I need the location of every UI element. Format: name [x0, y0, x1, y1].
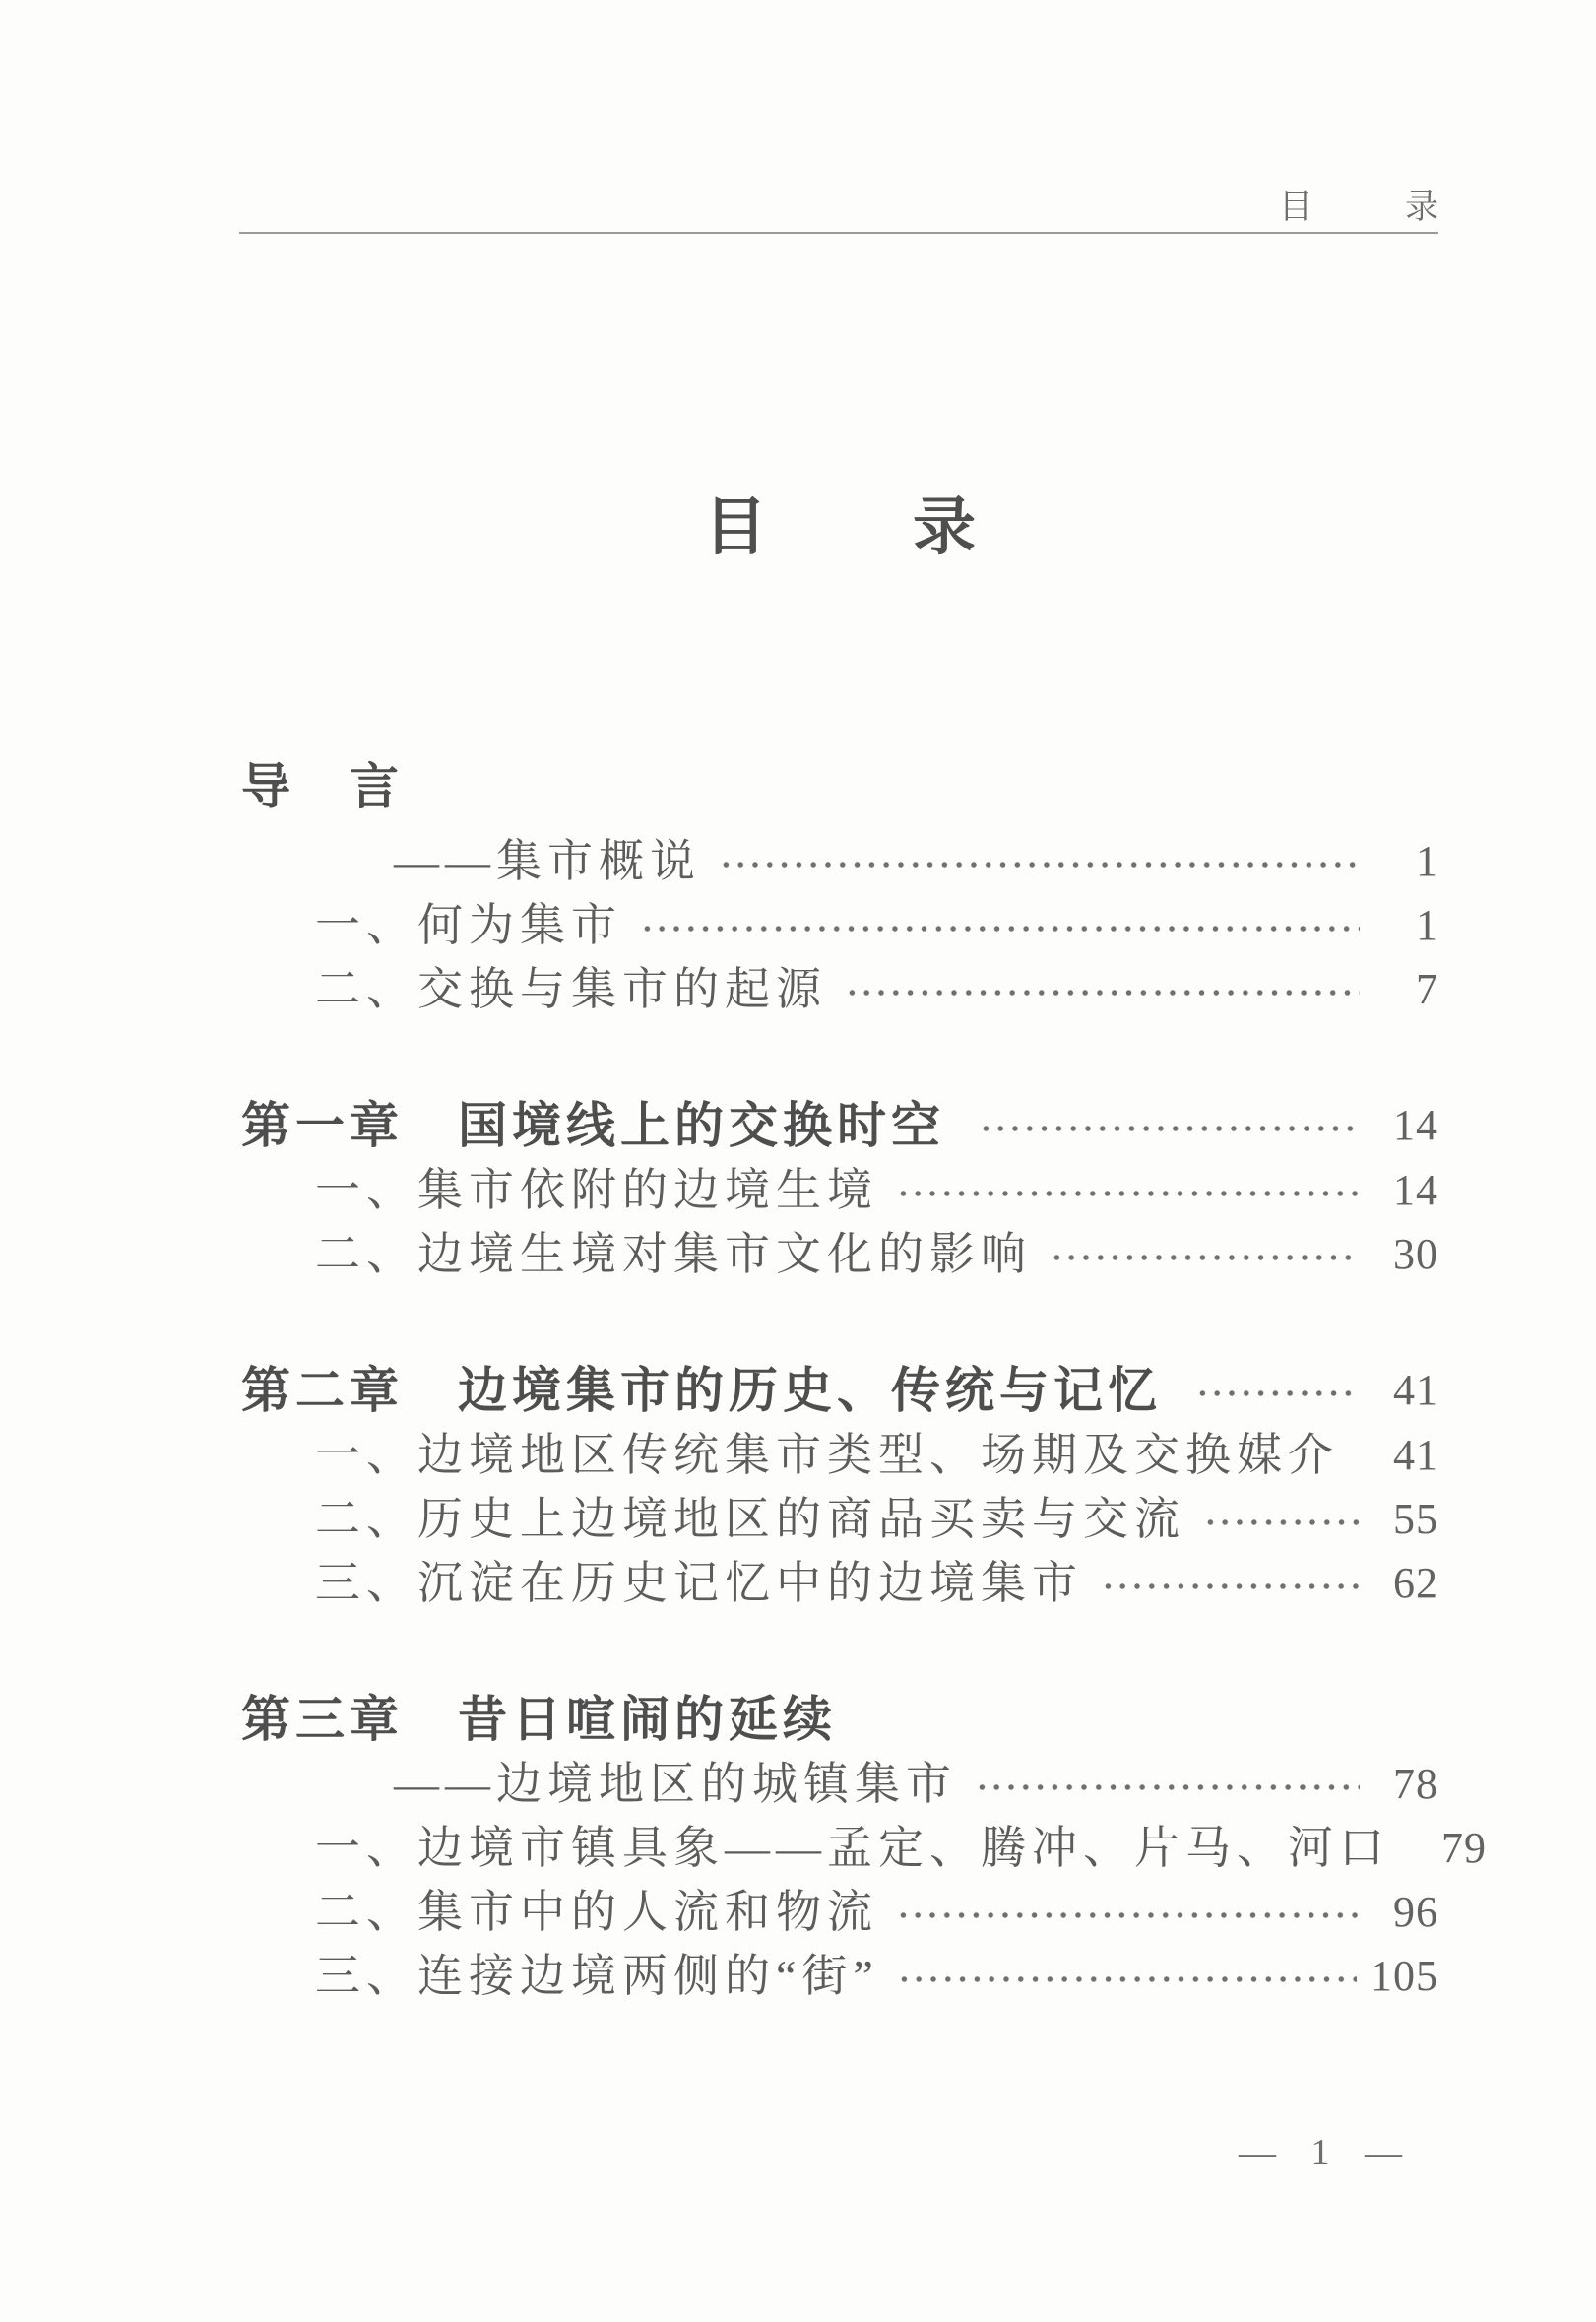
toc-entry	[394, 836, 1438, 886]
toc-entry	[315, 900, 1438, 950]
intro-heading-row	[241, 760, 1438, 813]
toc-entry-label: 一、集市依附的边境生境	[315, 1165, 878, 1215]
toc-entry	[315, 964, 1438, 1014]
toc-entry-label: ——集市概说	[394, 836, 701, 886]
toc-entry-page-number: 14	[1393, 1101, 1438, 1149]
toc-entry-page-number: 1	[1416, 837, 1438, 885]
dot-leader	[896, 1171, 1360, 1216]
chapter-heading: 第二章 边境集市的历史、传统与记忆	[241, 1362, 1162, 1419]
toc-entry-label: 二、历史上边境地区的商品买卖与交流	[315, 1494, 1185, 1544]
toc-entry-page-number: 14	[1393, 1166, 1438, 1214]
toc-entry-page-number: 41	[1393, 1431, 1438, 1479]
toc-section	[241, 1691, 1487, 2001]
page-footer	[1239, 2131, 1404, 2174]
table-of-contents	[241, 758, 1487, 2018]
chapter-heading: 第三章 昔日喧闹的延续	[241, 1691, 837, 1748]
toc-entry-page-number: 7	[1416, 965, 1438, 1013]
dot-leader	[719, 842, 1360, 887]
dot-leader	[1050, 1235, 1360, 1280]
toc-entry-label: 二、集市中的人流和物流	[315, 1887, 878, 1937]
toc-entry-page-number: 62	[1393, 1559, 1438, 1607]
dot-leader	[1203, 1500, 1360, 1545]
toc-entry	[315, 1430, 1438, 1480]
toc-entry-label: ——边境地区的城镇集市	[394, 1759, 957, 1809]
toc-entry-label: 三、连接边境两侧的“街”	[315, 1951, 879, 2001]
toc-entry-page-number: 55	[1393, 1495, 1438, 1543]
toc-entry-page-number: 96	[1393, 1888, 1438, 1936]
dot-leader	[1195, 1371, 1360, 1416]
toc-entry-page-number: 79	[1441, 1824, 1487, 1872]
intro-heading: 导 言	[241, 758, 404, 815]
running-header-title: 目 录	[1279, 189, 1468, 226]
toc-entry-label: 一、何为集市	[315, 900, 622, 950]
chapter-heading-row	[241, 1693, 1438, 1746]
dot-leader	[640, 906, 1360, 951]
dot-leader	[845, 970, 1360, 1015]
toc-entry-page-number: 78	[1393, 1760, 1438, 1808]
dot-leader	[897, 1957, 1357, 2002]
page-title: 目 录	[704, 492, 1017, 562]
toc-entry-page-number: 1	[1416, 901, 1438, 949]
toc-entry	[394, 1759, 1438, 1809]
dot-leader	[896, 1893, 1360, 1938]
toc-entry	[315, 1494, 1438, 1544]
dot-leader	[1357, 1436, 1360, 1481]
dot-leader	[979, 1106, 1360, 1151]
toc-entry-label: 一、边境市镇具象——孟定、腾冲、片马、河口	[315, 1823, 1390, 1873]
dot-leader	[1101, 1564, 1360, 1609]
toc-entry-label: 二、交换与集市的起源	[315, 964, 827, 1014]
dot-leader	[975, 1765, 1360, 1810]
toc-entry	[315, 1887, 1438, 1937]
folio-page-number: — 1 —	[1239, 2132, 1404, 2173]
toc-entry	[315, 1823, 1487, 1873]
chapter-heading-row	[241, 1364, 1438, 1417]
toc-entry-page-number: 30	[1393, 1230, 1438, 1278]
toc-entry-page-number: 105	[1371, 1952, 1438, 2000]
chapter-heading-row	[241, 1099, 1438, 1152]
toc-entry-label: 三、沉淀在历史记忆中的边境集市	[315, 1558, 1083, 1608]
toc-section	[241, 1099, 1438, 1277]
toc-entry	[315, 1165, 1438, 1215]
chapter-heading: 第一章 国境线上的交换时空	[241, 1097, 945, 1154]
toc-section	[241, 1364, 1438, 1606]
header-rule	[239, 232, 1438, 234]
toc-entry	[315, 1951, 1438, 2001]
toc-entry-label: 二、边境生境对集市文化的影响	[315, 1229, 1032, 1279]
toc-entry-label: 一、边境地区传统集市类型、场期及交换媒介	[315, 1430, 1339, 1480]
toc-section	[241, 760, 1438, 1012]
toc-entry-page-number: 41	[1393, 1366, 1438, 1414]
toc-entry	[315, 1558, 1438, 1608]
toc-entry	[315, 1229, 1438, 1279]
running-header	[1279, 179, 1468, 227]
